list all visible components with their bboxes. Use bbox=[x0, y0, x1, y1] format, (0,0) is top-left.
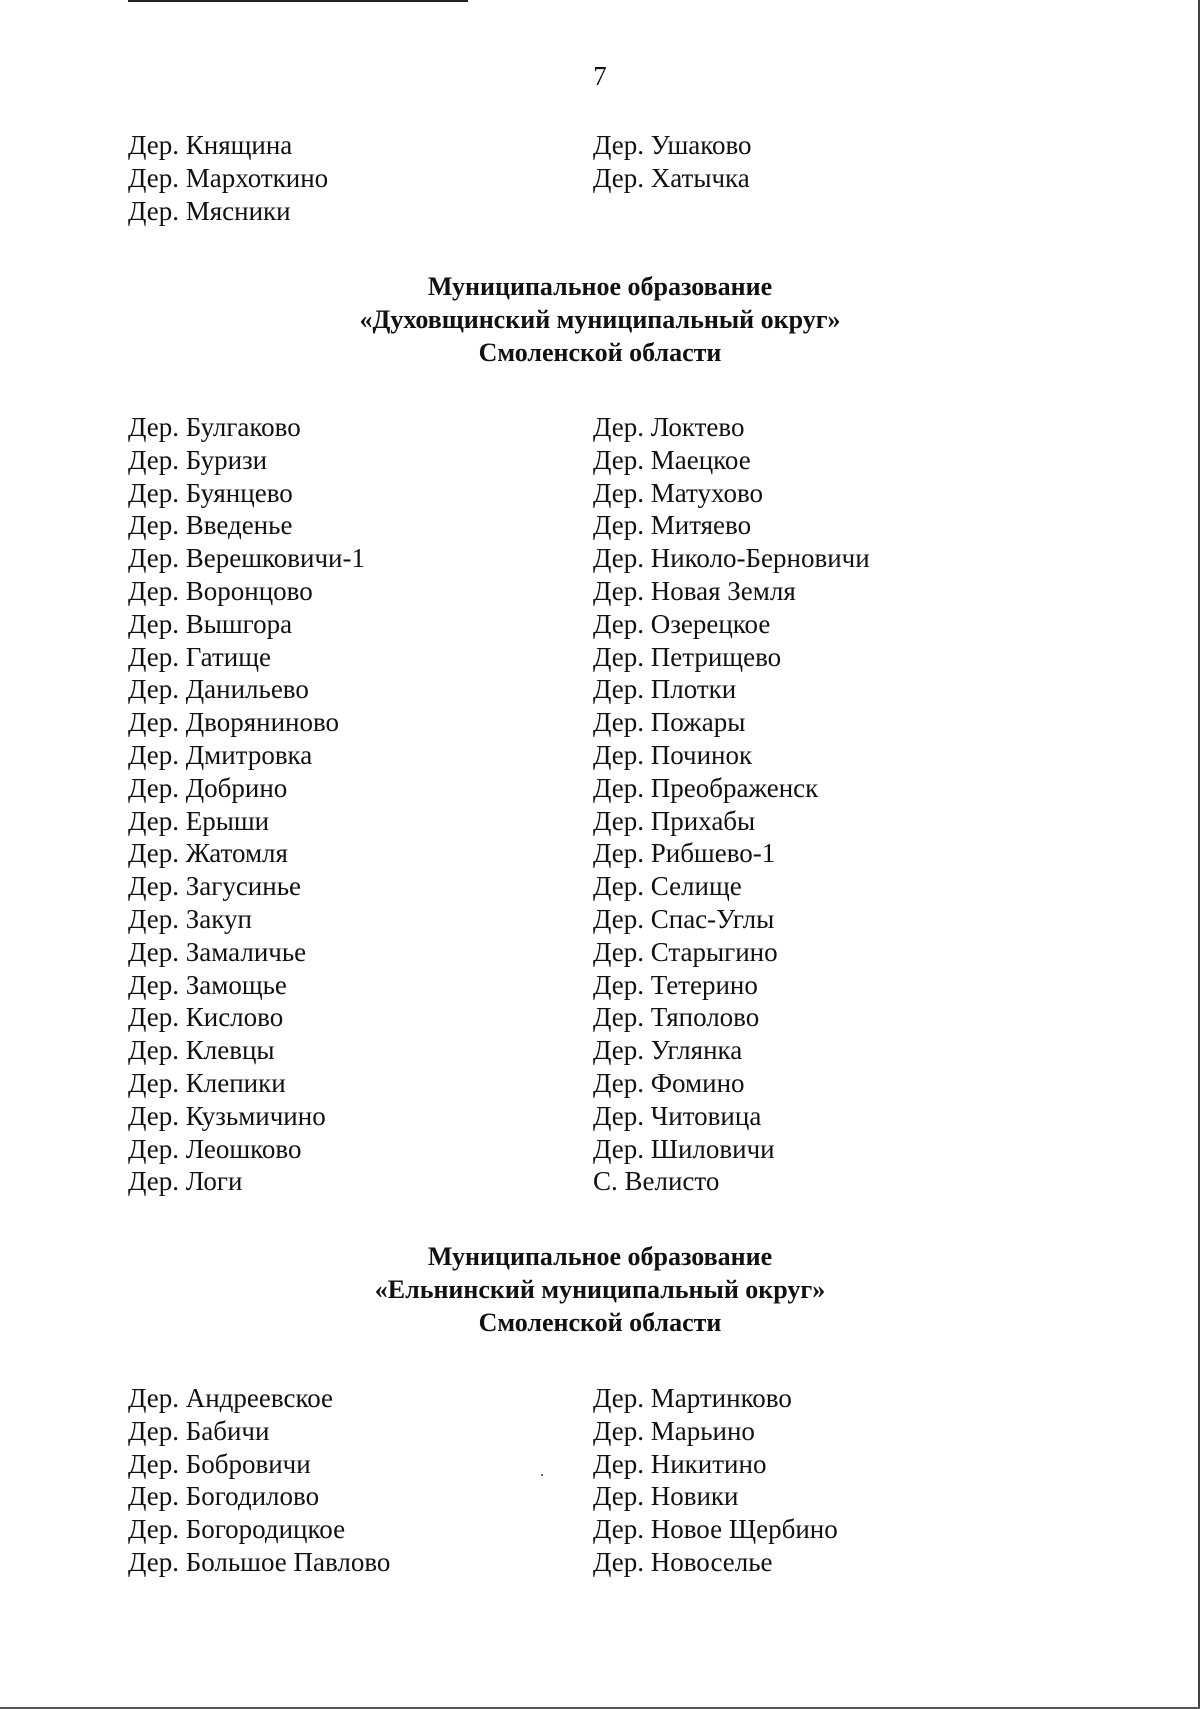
list-item: Дер. Спас-Углы bbox=[593, 903, 775, 934]
list-item: Дер. Закуп bbox=[128, 903, 252, 934]
list-item: Дер. Замаличье bbox=[128, 936, 307, 967]
list-item: Дер. Воронцово bbox=[128, 575, 313, 606]
list-item: Дер. Углянка bbox=[593, 1035, 743, 1066]
list-item: Дер. Добрино bbox=[128, 772, 288, 803]
list-item: Дер. Кузьмичино bbox=[128, 1100, 326, 1131]
list-item: Дер. Николо-Берновичи bbox=[593, 543, 870, 574]
list-item: Дер. Хатычка bbox=[593, 162, 750, 193]
section-3-lists bbox=[128, 1382, 968, 1579]
list-item: Дер. Большое Павлово bbox=[128, 1546, 391, 1577]
list-item: Дер. Богородицкое bbox=[128, 1514, 346, 1545]
list-item: Дер. Новая Земля bbox=[593, 575, 796, 606]
list-item: Дер. Клевцы bbox=[128, 1035, 275, 1066]
section-2-heading bbox=[0, 270, 1200, 369]
scan-top-line bbox=[128, 0, 468, 2]
list-item: Дер. Бабичи bbox=[128, 1415, 270, 1446]
list-item: Дер. Данильево bbox=[128, 674, 309, 705]
section-3-heading bbox=[0, 1240, 1200, 1339]
heading-line: Муниципальное образование bbox=[427, 1242, 773, 1271]
list-item: Дер. Клепики bbox=[128, 1067, 286, 1098]
list-item: Дер. Вышгора bbox=[128, 608, 293, 639]
section-2-right-column bbox=[593, 411, 968, 1198]
list-item: С. Велисто bbox=[593, 1166, 720, 1197]
list-item: Дер. Преображенск bbox=[593, 772, 819, 803]
list-item: Дер. Жатомля bbox=[128, 838, 288, 869]
list-item: Дер. Прихабы bbox=[593, 805, 756, 836]
list-item: Дер. Мархоткино bbox=[128, 162, 329, 193]
list-item: Дер. Никитино bbox=[593, 1448, 767, 1479]
list-item: Дер. Дворяниново bbox=[128, 707, 340, 738]
list-item: Дер. Кислово bbox=[128, 1002, 284, 1033]
list-item: Дер. Булгаково bbox=[128, 412, 301, 442]
list-item: Дер. Тетерино bbox=[593, 969, 758, 1000]
list-item: Дер. Фомино bbox=[593, 1067, 745, 1098]
list-item: Дер. Княщина bbox=[128, 130, 293, 160]
list-item: Дер. Марьино bbox=[593, 1415, 755, 1446]
list-item: Дер. Плотки bbox=[593, 674, 737, 705]
section-2-lists bbox=[128, 411, 968, 1198]
list-item: Дер. Локтево bbox=[593, 412, 745, 442]
list-item: Дер. Ерыши bbox=[128, 805, 270, 836]
list-item: Дер. Буянцево bbox=[128, 477, 293, 508]
list-item: Дер. Бобровичи bbox=[128, 1448, 311, 1479]
list-item: Дер. Пожары bbox=[593, 707, 746, 738]
list-item: Дер. Митяево bbox=[593, 510, 752, 541]
list-item: Дер. Буризи bbox=[128, 444, 268, 475]
list-item: Дер. Замощье bbox=[128, 969, 287, 1000]
section-2-left-column bbox=[128, 411, 593, 1198]
heading-line: Муниципальное образование bbox=[427, 272, 773, 301]
list-item: Дер. Починок bbox=[593, 739, 753, 770]
list-item: Дер. Шиловичи bbox=[593, 1133, 775, 1164]
list-item: Дер. Новоселье bbox=[593, 1546, 773, 1577]
list-item: Дер. Рибшево-1 bbox=[593, 838, 776, 869]
list-item: Дер. Загусинье bbox=[128, 871, 301, 902]
list-item: Дер. Петрищево bbox=[593, 641, 782, 672]
list-item: Дер. Читовица bbox=[593, 1100, 762, 1131]
list-item: Дер. Селище bbox=[593, 871, 742, 902]
section-1-lists bbox=[128, 129, 968, 227]
section-3-left-column bbox=[128, 1382, 593, 1579]
heading-line: Смоленской области bbox=[478, 338, 722, 367]
section-3-right-column bbox=[593, 1382, 968, 1579]
list-item: Дер. Логи bbox=[128, 1166, 243, 1197]
page-number: 7 bbox=[593, 61, 607, 91]
list-item: Дер. Озерецкое bbox=[593, 608, 771, 639]
section-1-right-column bbox=[593, 129, 968, 227]
list-item: Дер. Андреевское bbox=[128, 1383, 334, 1413]
heading-line: «Ельнинский муниципальный округ» bbox=[374, 1275, 826, 1304]
list-item: Дер. Мясники bbox=[128, 195, 291, 226]
list-item: Дер. Леошково bbox=[128, 1133, 302, 1164]
list-item: Дер. Ушаково bbox=[593, 130, 752, 160]
list-item: Дер. Верешковичи-1 bbox=[128, 543, 365, 574]
heading-line: «Духовщинский муниципальный округ» bbox=[359, 305, 841, 334]
scan-speck bbox=[541, 1474, 543, 1476]
list-item: Дер. Матухово bbox=[593, 477, 764, 508]
list-item: Дер. Маецкое bbox=[593, 444, 751, 475]
list-item: Дер. Тяполово bbox=[593, 1002, 760, 1033]
list-item: Дер. Мартинково bbox=[593, 1383, 792, 1413]
list-item: Дер. Старыгино bbox=[593, 936, 778, 967]
section-1-left-column bbox=[128, 129, 593, 227]
list-item: Дер. Новики bbox=[593, 1481, 739, 1512]
list-item: Дер. Дмитровка bbox=[128, 739, 313, 770]
list-item: Дер. Введенье bbox=[128, 510, 293, 541]
list-item: Дер. Новое Щербино bbox=[593, 1514, 838, 1545]
heading-line: Смоленской области bbox=[478, 1308, 722, 1337]
list-item: Дер. Гатище bbox=[128, 641, 271, 672]
list-item: Дер. Богодилово bbox=[128, 1481, 320, 1512]
